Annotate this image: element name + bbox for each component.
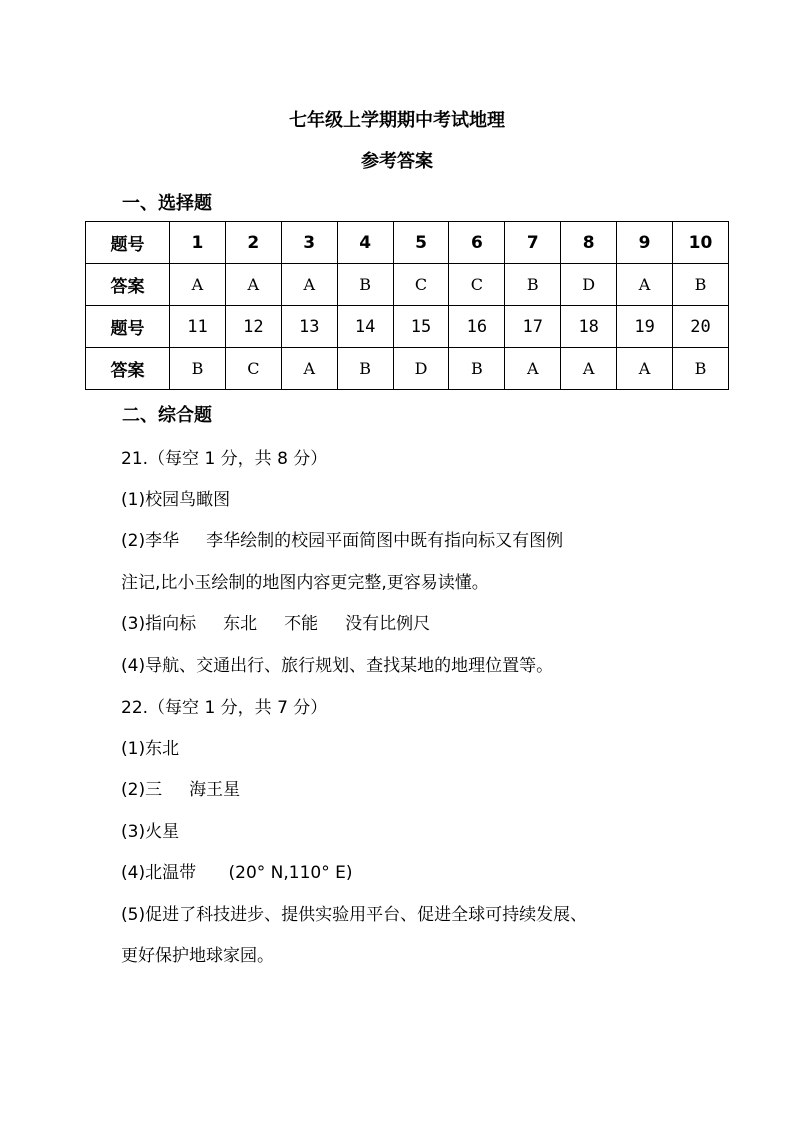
table-cell: D (393, 348, 449, 390)
table-row (86, 348, 729, 390)
section-heading-multiple-choice: 一、选择题 (122, 193, 212, 214)
table-cell: 11 (170, 306, 226, 348)
table-cell: C (449, 264, 505, 306)
answer-table (85, 221, 729, 390)
answer-22-3: (3)火星 (121, 822, 180, 842)
table-cell: B (673, 264, 729, 306)
table-cell: A (617, 348, 673, 390)
table-cell: 2 (225, 222, 281, 264)
table-cell: B (337, 264, 393, 306)
table-cell: D (561, 264, 617, 306)
question-22-header: 22.（每空 1 分，共 7 分） (121, 698, 328, 718)
table-cell: 12 (225, 306, 281, 348)
table-cell: 10 (673, 222, 729, 264)
answer-21-3: (3)指向标 东北 不能 没有比例尺 (121, 614, 431, 634)
table-cell: 3 (281, 222, 337, 264)
table-cell: 14 (337, 306, 393, 348)
document-title: 七年级上学期期中考试地理 (289, 110, 505, 131)
section-heading-comprehensive: 二、综合题 (122, 405, 212, 426)
answer-21-1: (1)校园鸟瞰图 (121, 490, 231, 510)
table-cell: C (225, 348, 281, 390)
table-cell: A (281, 348, 337, 390)
answer-22-2: (2)三 海王星 (121, 780, 241, 800)
table-cell: 8 (561, 222, 617, 264)
table-cell: A (617, 264, 673, 306)
answer-21-4: (4)导航、交通出行、旅行规划、查找某地的地理位置等。 (121, 656, 554, 676)
table-cell: B (505, 264, 561, 306)
table-row (86, 306, 729, 348)
answer-22-4: (4)北温带 (20° N,110° E) (121, 863, 353, 883)
table-row (86, 222, 729, 264)
answer-22-5-continued: 更好保护地球家园。 (121, 946, 274, 966)
row-label: 题号 (86, 222, 170, 264)
table-cell: 7 (505, 222, 561, 264)
table-cell: 5 (393, 222, 449, 264)
table-cell: A (505, 348, 561, 390)
answer-21-2: (2)李华 李华绘制的校园平面简图中既有指向标又有图例 (121, 531, 564, 551)
table-cell: B (673, 348, 729, 390)
question-21-header: 21.（每空 1 分，共 8 分） (121, 449, 328, 469)
table-cell: A (281, 264, 337, 306)
table-cell: 19 (617, 306, 673, 348)
table-cell: 17 (505, 306, 561, 348)
row-label: 题号 (86, 306, 170, 348)
answer-21-2-continued: 注记,比小玉绘制的地图内容更完整,更容易读懂。 (121, 573, 489, 593)
table-cell: A (170, 264, 226, 306)
row-label: 答案 (86, 348, 170, 390)
table-cell: 15 (393, 306, 449, 348)
row-label: 答案 (86, 264, 170, 306)
table-cell: 4 (337, 222, 393, 264)
table-row (86, 264, 729, 306)
table-cell: C (393, 264, 449, 306)
table-cell: A (561, 348, 617, 390)
table-cell: A (225, 264, 281, 306)
table-cell: 1 (170, 222, 226, 264)
table-cell: B (449, 348, 505, 390)
table-cell: 6 (449, 222, 505, 264)
table-cell: 9 (617, 222, 673, 264)
table-cell: 20 (673, 306, 729, 348)
table-cell: 16 (449, 306, 505, 348)
table-cell: B (337, 348, 393, 390)
answer-22-5: (5)促进了科技进步、提供实验用平台、促进全球可持续发展、 (121, 905, 588, 925)
table-cell: B (170, 348, 226, 390)
answer-22-1: (1)东北 (121, 739, 180, 759)
table-cell: 18 (561, 306, 617, 348)
document-subtitle: 参考答案 (361, 151, 433, 172)
table-cell: 13 (281, 306, 337, 348)
